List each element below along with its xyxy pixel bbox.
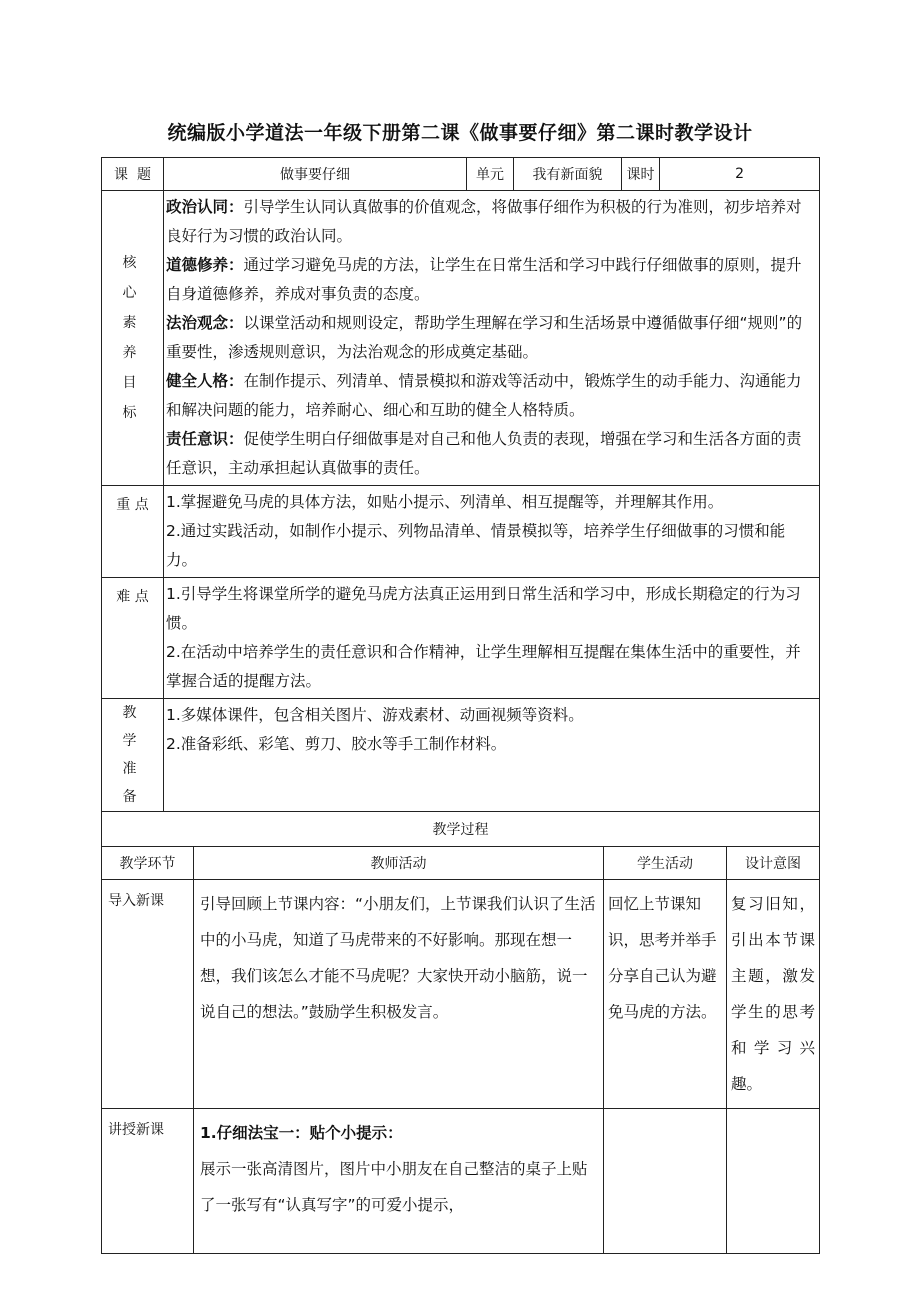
col-teacher: 教师活动 [194,847,604,880]
difficult-point-item: 1.引导学生将课堂所学的避免马虎方法真正运用到日常生活和学习中，形成长期稳定的行为习惯。 [166,585,801,632]
key-points-content [164,486,820,578]
process-row [102,1109,820,1254]
teacher-activity-text: 展示一张高清图片，图片中小朋友在自己整洁的桌子上贴了一张写有“认真写字”的可爱小提示， [200,1160,588,1214]
preparation-item: 2.准备彩纸、彩笔、剪刀、胶水等手工制作材料。 [166,735,507,753]
core-goals-row [102,191,820,486]
student-activity: 回忆上节课知识，思考并举手分享自己认为避免马虎的方法。 [604,880,727,1109]
design-intent [727,1109,820,1254]
difficult-points-content [164,578,820,699]
process-title-row [102,812,820,847]
teacher-activity-heading: 1.仔细法宝一：贴个小提示： [200,1124,403,1142]
teacher-activity: 引导回顾上节课内容：“小朋友们，上节课我们认识了生活中的小马虎，知道了马虎带来的不好影响。那现在想一想，我们该怎么才能不马虎呢？大家快开动小脑筋，说一说自己的想法。”鼓励学生积极发言。 [194,880,604,1109]
preparation-content [164,699,820,812]
document-title: 统编版小学道法一年级下册第二课《做事要仔细》第二课时教学设计 [167,122,753,144]
col-stage: 教学环节 [102,847,194,880]
key-points-label: 重 点 [102,486,164,578]
teacher-activity [194,1109,604,1254]
student-activity [604,1109,727,1254]
key-point-item: 1.掌握避免马虎的具体方法，如贴小提示、列清单、相互提醒等，并理解其作用。 [166,493,724,511]
unit-label: 单元 [467,158,514,191]
core-goals-label: 核 心 素 养 目 标 [102,191,164,486]
goal-moral: 道德修养：通过学习避免马虎的方法，让学生在日常生活和学习中践行仔细做事的原则，提升自身道德修养，养成对事负责的态度。 [166,256,802,303]
preparation-row [102,699,820,812]
goal-personality: 健全人格：在制作提示、列清单、情景模拟和游戏等活动中，锻炼学生的动手能力、沟通能力和解决问题的能力，培养耐心、细心和互助的健全人格特质。 [166,372,802,419]
header-row [102,158,820,191]
preparation-label: 教 学 准 备 [102,699,164,812]
lesson-plan-table [101,157,820,1254]
preparation-item: 1.多媒体课件，包含相关图片、游戏素材、动画视频等资料。 [166,706,584,724]
key-points-row [102,486,820,578]
difficult-points-label: 难 点 [102,578,164,699]
unit-value: 我有新面貌 [514,158,622,191]
design-intent: 复习旧知，引出本节课主题，激发学生的思考和学习兴趣。 [727,880,820,1109]
col-intent: 设计意图 [727,847,820,880]
difficult-points-row [102,578,820,699]
process-header-row [102,847,820,880]
stage-cell: 讲授新课 [102,1109,194,1254]
goal-responsibility: 责任意识：促使学生明白仔细做事是对自己和他人负责的表现，增强在学习和生活各方面的责任意识，主动承担起认真做事的责任。 [166,430,802,477]
difficult-point-item: 2.在活动中培养学生的责任意识和合作精神，让学生理解相互提醒在集体生活中的重要性，并掌握合适的提醒方法。 [166,643,801,690]
key-point-item: 2.通过实践活动，如制作小提示、列物品清单、情景模拟等，培养学生仔细做事的习惯和能力。 [166,522,786,569]
core-goals-content [164,191,820,486]
goal-political: 政治认同：引导学生认同认真做事的价值观念，将做事仔细作为积极的行为准则，初步培养对良好行为习惯的政治认同。 [166,198,802,245]
stage-cell: 导入新课 [102,880,194,1109]
topic-value: 做事要仔细 [164,158,467,191]
topic-label: 课 题 [102,158,164,191]
process-title: 教学过程 [102,812,820,847]
goal-law: 法治观念：以课堂活动和规则设定，帮助学生理解在学习和生活场景中遵循做事仔细“规则”的重要性，渗透规则意识，为法治观念的形成奠定基础。 [166,314,803,361]
period-value: 2 [660,158,820,191]
col-student: 学生活动 [604,847,727,880]
process-row [102,880,820,1109]
period-label: 课时 [622,158,660,191]
